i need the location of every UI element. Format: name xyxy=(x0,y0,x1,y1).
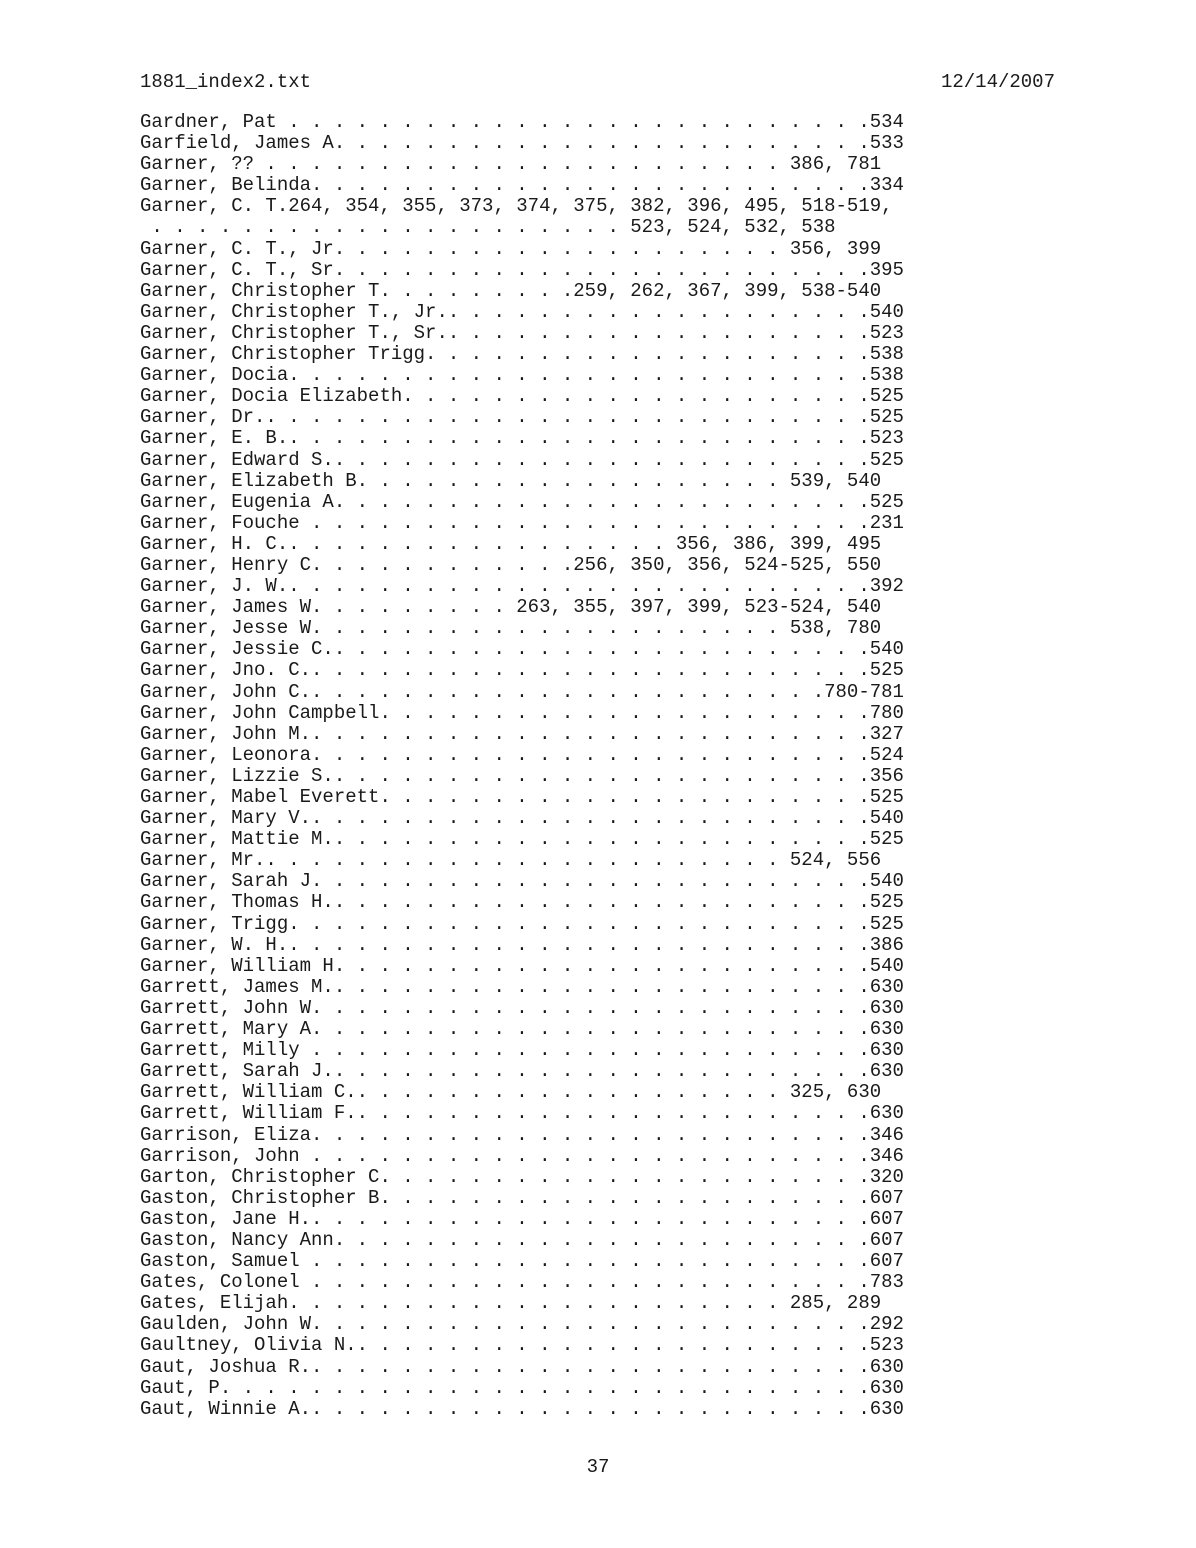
index-entry: Gardner, Pat . . . . . . . . . . . . . . . . . . . . . . . . . .534 xyxy=(140,111,904,133)
index-entry: Garrett, John W. . . . . . . . . . . . . . . . . . . . . . . . .630 xyxy=(140,996,904,1019)
index-entry: Garrett, James M.. . . . . . . . . . . . . . . . . . . . . . . .630 xyxy=(140,975,904,998)
file-name: 1881_index2.txt xyxy=(140,71,312,93)
index-entry: Gates, Elijah. . . . . . . . . . . . . . . . . . . . . . 285, 289 xyxy=(140,1292,882,1315)
index-entry: Garner, Trigg. . . . . . . . . . . . . . . . . . . . . . . . . .525 xyxy=(140,912,904,935)
index-entry: Garner, Dr.. . . . . . . . . . . . . . . . . . . . . . . . . . .525 xyxy=(140,406,904,429)
index-entry: Garner, Lizzie S.. . . . . . . . . . . . . . . . . . . . . . . .356 xyxy=(140,764,904,787)
index-entry: Garner, Belinda. . . . . . . . . . . . . . . . . . . . . . . . .334 xyxy=(140,174,904,197)
index-entry: Gaulden, John W. . . . . . . . . . . . . . . . . . . . . . . . .292 xyxy=(140,1313,904,1336)
index-entry: Gaston, Christopher B. . . . . . . . . . . . . . . . . . . . . .607 xyxy=(140,1186,904,1209)
index-entry: Garrett, Mary A. . . . . . . . . . . . . . . . . . . . . . . . .630 xyxy=(140,1018,904,1041)
index-entry: Gaultney, Olivia N.. . . . . . . . . . . . . . . . . . . . . . .523 xyxy=(140,1334,904,1357)
page-header xyxy=(140,70,1055,94)
print-date: 12/14/2007 xyxy=(940,71,1055,93)
index-entry: Garner, C. T., Jr. . . . . . . . . . . . . . . . . . . . 356, 399 xyxy=(140,237,882,260)
index-entry: Garrett, Milly . . . . . . . . . . . . . . . . . . . . . . . . .630 xyxy=(140,1039,904,1062)
index-entry: Garner, Mr.. . . . . . . . . . . . . . . . . . . . . . . 524, 556 xyxy=(140,849,882,872)
index-entry: Garner, Christopher T., Sr.. . . . . . . . . . . . . . . . . . .523 xyxy=(140,321,904,344)
index-entry: Garner, H. C.. . . . . . . . . . . . . . . . . 356, 386, 399, 495 xyxy=(140,532,882,555)
index-entry: Garner, Edward S.. . . . . . . . . . . . . . . . . . . . . . . .525 xyxy=(140,448,904,471)
index-entry: Gaut, P. . . . . . . . . . . . . . . . . . . . . . . . . . . . .630 xyxy=(140,1376,904,1399)
index-entry: Garner, Sarah J. . . . . . . . . . . . . . . . . . . . . . . . .540 xyxy=(140,870,904,893)
index-entry: Garner, Thomas H.. . . . . . . . . . . . . . . . . . . . . . . .525 xyxy=(140,891,904,914)
index-entry: Garner, Christopher T., Jr.. . . . . . . . . . . . . . . . . . .540 xyxy=(140,300,904,323)
index-entry: Garner, W. H.. . . . . . . . . . . . . . . . . . . . . . . . . .386 xyxy=(140,933,904,956)
index-entry: Garner, C. T., Sr. . . . . . . . . . . . . . . . . . . . . . . .395 xyxy=(140,258,904,281)
index-list xyxy=(140,112,930,1420)
index-entry: Garner, Christopher Trigg. . . . . . . . . . . . . . . . . . . .538 xyxy=(140,343,904,366)
index-entry: Gaut, Joshua R.. . . . . . . . . . . . . . . . . . . . . . . . .630 xyxy=(140,1355,904,1378)
index-entry: Gates, Colonel . . . . . . . . . . . . . . . . . . . . . . . . .783 xyxy=(140,1271,904,1294)
index-entry: Garner, Jesse W. . . . . . . . . . . . . . . . . . . . . 538, 780 xyxy=(140,617,882,640)
index-entry: Garfield, James A. . . . . . . . . . . . . . . . . . . . . . . .533 xyxy=(140,132,904,155)
index-entry: Garner, E. B.. . . . . . . . . . . . . . . . . . . . . . . . . .523 xyxy=(140,427,904,450)
index-entry: Garner, ?? . . . . . . . . . . . . . . . . . . . . . . . 386, 781 xyxy=(140,153,882,176)
index-entry: Gaston, Nancy Ann. . . . . . . . . . . . . . . . . . . . . . . .607 xyxy=(140,1228,904,1251)
index-entry: Garrett, William F.. . . . . . . . . . . . . . . . . . . . . . .630 xyxy=(140,1102,904,1125)
index-entry: Garner, Elizabeth B. . . . . . . . . . . . . . . . . . . 539, 540 xyxy=(140,469,882,492)
index-entry: Garrison, Eliza. . . . . . . . . . . . . . . . . . . . . . . . .346 xyxy=(140,1123,904,1146)
index-entry: . . . . . . . . . . . . . . . . . . . . . 523, 524, 532, 538 xyxy=(140,216,836,239)
index-entry: Garner, J. W.. . . . . . . . . . . . . . . . . . . . . . . . . .392 xyxy=(140,575,904,598)
index-entry: Garner, Fouche . . . . . . . . . . . . . . . . . . . . . . . . .231 xyxy=(140,511,904,534)
index-entry: Gaston, Jane H.. . . . . . . . . . . . . . . . . . . . . . . . .607 xyxy=(140,1207,904,1230)
index-entry: Garner, C. T.264, 354, 355, 373, 374, 375, 382, 396, 495, 518-519, xyxy=(140,195,893,218)
index-entry: Garner, Mabel Everett. . . . . . . . . . . . . . . . . . . . . .525 xyxy=(140,786,904,808)
index-entry: Gaston, Samuel . . . . . . . . . . . . . . . . . . . . . . . . .607 xyxy=(140,1250,904,1273)
index-entry: Garner, Eugenia A. . . . . . . . . . . . . . . . . . . . . . . .525 xyxy=(140,490,904,513)
index-entry: Garner, Docia. . . . . . . . . . . . . . . . . . . . . . . . . .538 xyxy=(140,364,904,387)
index-entry: Garner, Jessie C.. . . . . . . . . . . . . . . . . . . . . . . .540 xyxy=(140,638,904,661)
page-number: 37 xyxy=(586,1456,610,1478)
index-entry: Garner, John C.. . . . . . . . . . . . . . . . . . . . . . .780-781 xyxy=(140,680,904,703)
index-entry: Garner, James W. . . . . . . . . 263, 355, 397, 399, 523-524, 540 xyxy=(140,596,882,619)
index-entry: Garner, Docia Elizabeth. . . . . . . . . . . . . . . . . . . . .525 xyxy=(140,385,904,408)
index-entry: Garrison, John . . . . . . . . . . . . . . . . . . . . . . . . .346 xyxy=(140,1144,904,1167)
index-entry: Garner, William H. . . . . . . . . . . . . . . . . . . . . . . .540 xyxy=(140,954,904,977)
index-entry: Garner, Mary V.. . . . . . . . . . . . . . . . . . . . . . . . .540 xyxy=(140,807,904,830)
index-entry: Garner, Jno. C.. . . . . . . . . . . . . . . . . . . . . . . . .525 xyxy=(140,659,904,682)
index-entry: Garner, Christopher T. . . . . . . . .259, 262, 367, 399, 538-540 xyxy=(140,279,882,302)
index-entry: Garton, Christopher C. . . . . . . . . . . . . . . . . . . . . .320 xyxy=(140,1165,904,1188)
index-entry: Garner, Henry C. . . . . . . . . . . .256, 350, 356, 524-525, 550 xyxy=(140,553,882,576)
index-entry: Garner, Mattie M.. . . . . . . . . . . . . . . . . . . . . . . .525 xyxy=(140,828,904,851)
index-entry: Garner, John M.. . . . . . . . . . . . . . . . . . . . . . . . .327 xyxy=(140,722,904,745)
index-entry: Garner, Leonora. . . . . . . . . . . . . . . . . . . . . . . . .524 xyxy=(140,743,904,766)
index-entry: Garrett, William C.. . . . . . . . . . . . . . . . . . . 325, 630 xyxy=(140,1081,882,1104)
index-entry: Garrett, Sarah J.. . . . . . . . . . . . . . . . . . . . . . . .630 xyxy=(140,1060,904,1083)
index-entry: Garner, John Campbell. . . . . . . . . . . . . . . . . . . . . .780 xyxy=(140,701,904,724)
index-entry: Gaut, Winnie A.. . . . . . . . . . . . . . . . . . . . . . . . .630 xyxy=(140,1397,904,1420)
